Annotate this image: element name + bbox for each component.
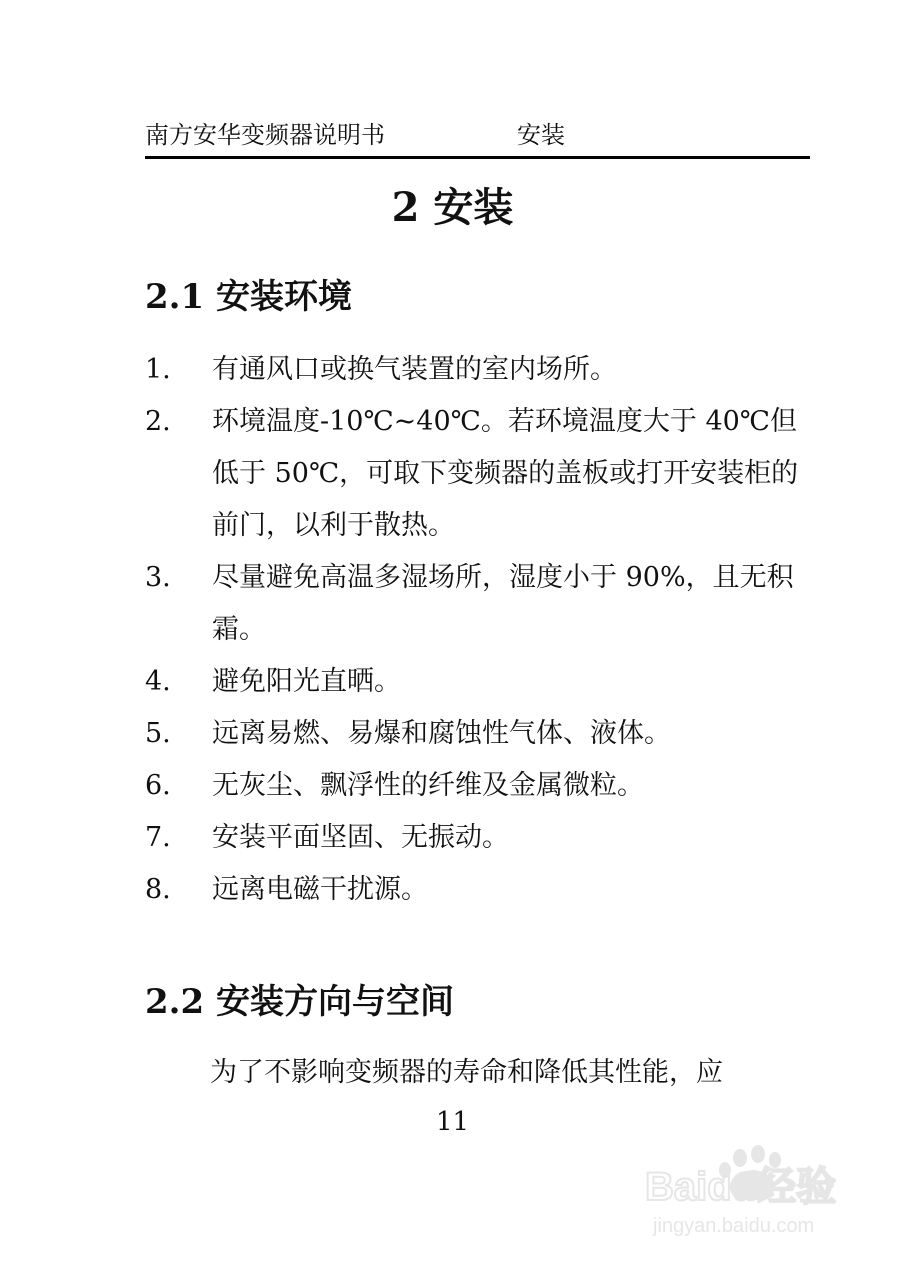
header-doc-title: 南方安华变频器说明书 [145, 121, 385, 149]
list-item-number: 4. [145, 666, 171, 697]
list-item-number: 2. [145, 406, 171, 437]
environment-list [145, 344, 815, 916]
body-paragraph: 为了不影响变频器的寿命和降低其性能，应 [210, 1057, 723, 1088]
list-item-text: 有通风口或换气装置的室内场所。 [212, 354, 617, 385]
list-item-text: 无灰尘、飘浮性的纤维及金属微粒。 [212, 770, 644, 801]
list-item [145, 344, 815, 396]
list-item [145, 812, 815, 864]
list-item [145, 708, 815, 760]
list-item-number: 6. [145, 770, 171, 801]
chapter-title: 2 安装 [391, 184, 514, 231]
list-item-number: 3. [145, 562, 171, 593]
watermark-url: jingyan.baidu.com [653, 1215, 815, 1237]
running-header [145, 120, 810, 159]
list-item-number: 7. [145, 822, 171, 853]
section-heading-orientation: 2.2 安装方向与空间 [145, 982, 454, 1022]
list-item-text: 环境温度-10℃~40℃。若环境温度大于 40℃但低于 50℃，可取下变频器的盖板或打开安装柜的前门，以利于散热。 [212, 406, 799, 541]
page-number: 11 [435, 1107, 470, 1137]
list-item [145, 552, 815, 656]
baidu-paw-icon [645, 1140, 855, 1250]
list-item-text: 远离电磁干扰源。 [212, 874, 428, 905]
baidu-jingyan-watermark [645, 1140, 855, 1250]
list-item [145, 760, 815, 812]
list-item-text: 安装平面坚固、无振动。 [212, 822, 509, 853]
list-item-number: 1. [145, 354, 171, 385]
section-heading-environment: 2.1 安装环境 [145, 277, 352, 317]
list-item [145, 656, 815, 708]
watermark-brand: Baidu经验 [645, 1165, 837, 1209]
list-item-text: 尽量避免高温多湿场所，湿度小于 90%，且无积霜。 [212, 562, 794, 645]
list-item [145, 864, 815, 916]
list-item-number: 5. [145, 718, 171, 749]
header-section-name: 安装 [517, 121, 565, 149]
list-item-text: 远离易燃、易爆和腐蚀性气体、液体。 [212, 718, 671, 749]
list-item [145, 396, 815, 552]
list-item-text: 避免阳光直晒。 [212, 666, 401, 697]
list-item-number: 8. [145, 874, 171, 905]
